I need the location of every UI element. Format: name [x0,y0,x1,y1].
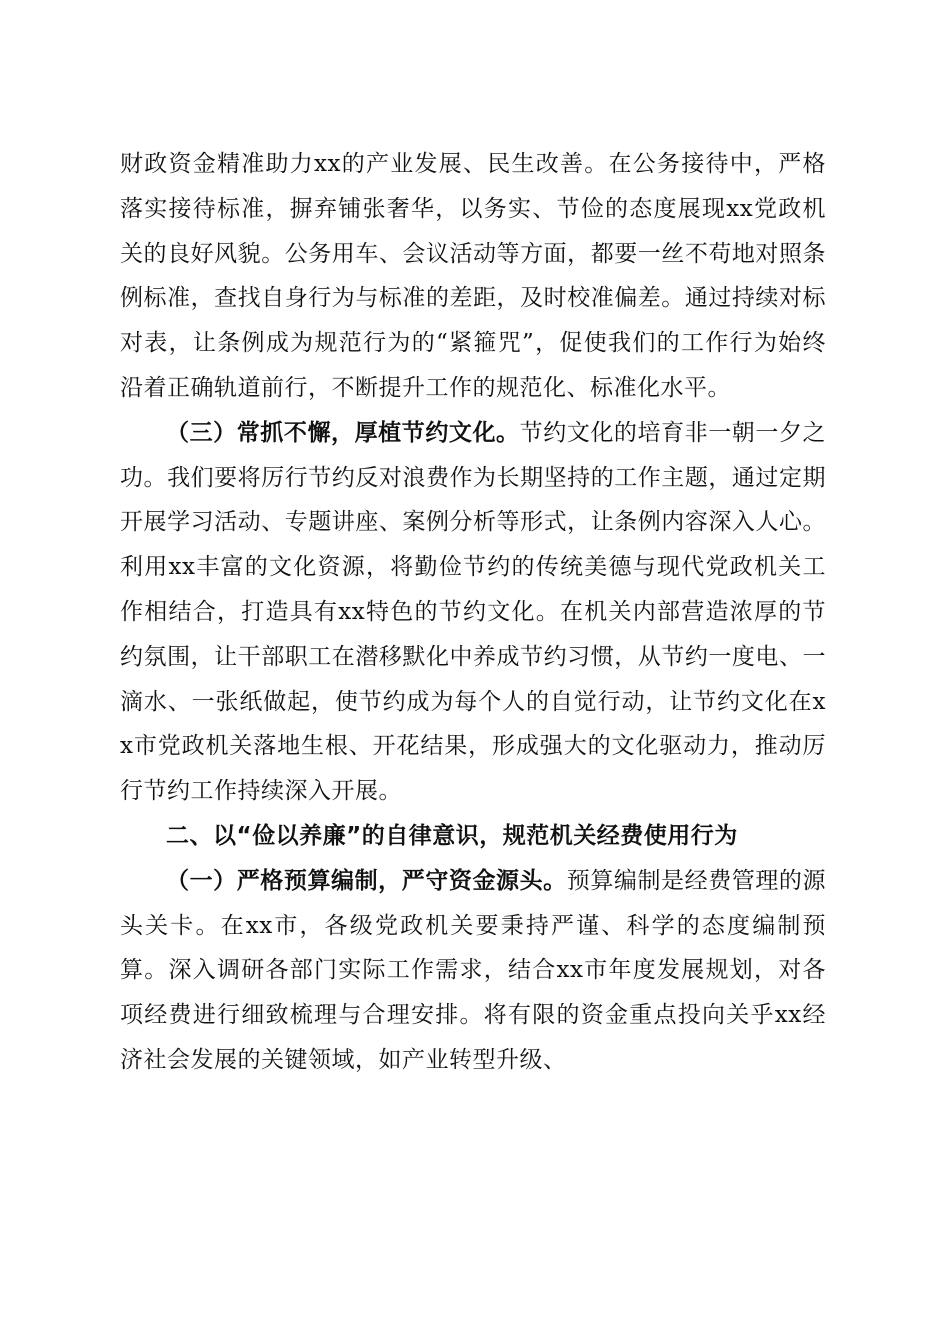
paragraph-continuation: 财政资金精准助力xx的产业发展、民生改善。在公务接待中，严格落实接待标准，摒弃铺张奢华，以务实、节俭的态度展现xx党政机关的良好风貌。公务用车、会议活动等方面，都要一丝不苟地对照条例标准，查找自身行为与标准的差距，及时校准偏差。通过持续对标对表，让条例成为规范行为的“紧箍咒”，促使我们的工作行为始终沿着正确轨道前行，不断提升工作的规范化、标准化水平。 [120,151,826,401]
paragraph-section-3 [120,411,826,814]
section-heading: 二、以“俭以养廉”的自律意识，规范机关经费使用行为 [166,822,738,849]
paragraph-body-text: 预算编制是经费管理的源头关卡。在xx市，各级党政机关要秉持严谨、科学的态度编制预算。深入调研各部门实际工作需求，结合xx市年度发展规划，对各项经费进行细致梳理与合理安排。将有限的资金重点投向关乎xx经济社会发展的关键领域，如产业转型升级、 [120,867,827,1073]
paragraph-lead-heading: （三）常抓不懈，厚植节约文化。 [166,419,520,446]
paragraph-section-1 [120,859,826,1083]
paragraph-lead-heading: （一）严格预算编制，严守资金源头。 [166,867,567,894]
document-body [120,142,826,1083]
paragraph-body-text: 节约文化的培育非一朝一夕之功。我们要将厉行节约反对浪费作为长期坚持的工作主题，通过定期开展学习活动、专题讲座、案例分析等形式，让条例内容深入人心。利用xx丰富的文化资源，将勤俭节约的传统美德与现代党政机关工作相结合，打造具有xx特色的节约文化。在机关内部营造浓厚的节约氛围，让干部职工在潜移默化中养成节约习惯，从节约一度电、一滴水、一张纸做起，使节约成为每个人的自觉行动，让节约文化在xx市党政机关落地生根、开花结果，形成强大的文化驱动力，推动厉行节约工作持续深入开展。 [120,419,827,805]
